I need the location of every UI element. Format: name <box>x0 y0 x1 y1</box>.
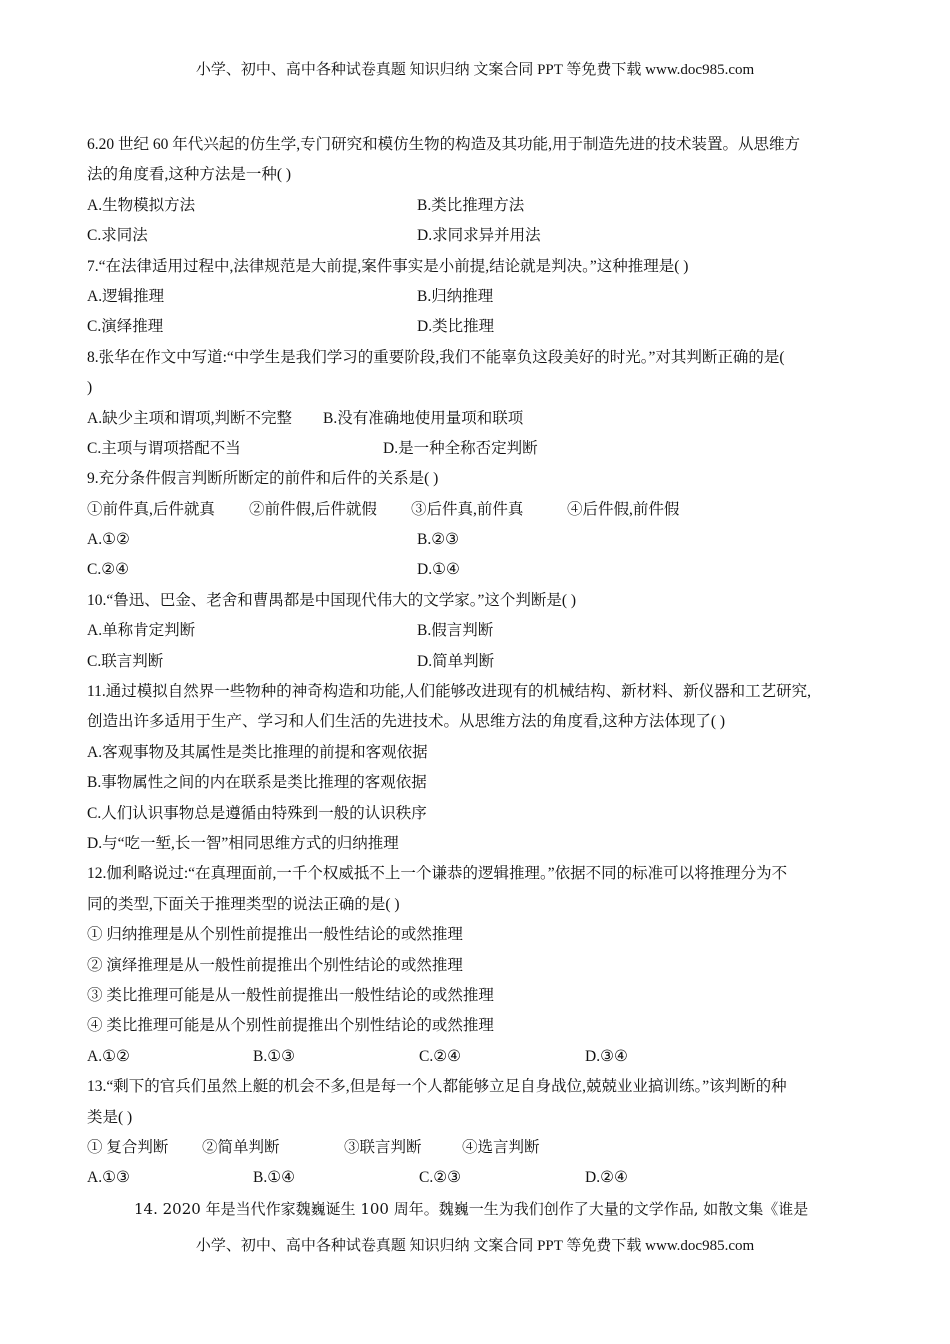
statement-3: ③ 类比推理可能是从一般性前提推出一般性结论的或然推理 <box>87 986 494 1004</box>
question-stem: 14. 2020 年是当代作家魏巍诞生 100 周年。魏巍一生为我们创作了大量的文学作品, 如散文集《谁是 <box>134 1199 809 1218</box>
option-a: A.①③ <box>87 1169 130 1187</box>
statement-3: ③联言判断 <box>344 1138 422 1156</box>
option-c: C.求同法 <box>87 227 148 245</box>
question-stem: 创造出许多适用于生产、学习和人们生活的先进技术。从思维方法的角度看,这种方法体现了( ) <box>87 713 726 731</box>
option-a: A.①② <box>87 1047 130 1065</box>
question-stem: 10.“鲁迅、巴金、老舍和曹禺都是中国现代伟大的文学家。”这个判断是( ) <box>87 591 577 609</box>
question-stem: 13.“剩下的官兵们虽然上艇的机会不多,但是每一个人都能够立足自身战位,兢兢业业搞训练。”该判断的种 <box>87 1078 787 1096</box>
option-a: A.单称肯定判断 <box>87 622 196 640</box>
statement-2: ②简单判断 <box>202 1138 280 1156</box>
option-c: C.人们认识事物总是遵循由特殊到一般的认识秩序 <box>87 804 427 822</box>
option-d: D.③④ <box>585 1047 628 1065</box>
page-header-banner: 小学、初中、高中各种试卷真题 知识归纳 文案合同 PPT 等免费下载 www.doc985.com <box>195 62 755 78</box>
question-9 <box>87 464 867 586</box>
page-footer-banner: 小学、初中、高中各种试卷真题 知识归纳 文案合同 PPT 等免费下载 www.doc985.com <box>195 1238 755 1254</box>
option-d: D.是一种全称否定判断 <box>383 439 538 457</box>
question-8 <box>87 343 867 465</box>
option-d: D.求同求异并用法 <box>417 227 541 245</box>
option-b: B.②③ <box>417 531 460 549</box>
question-stem: 8.张华在作文中写道:“中学生是我们学习的重要阶段,我们不能辜负这段美好的时光。”对其判断正确的是( <box>87 348 785 366</box>
option-c: C.主项与谓项搭配不当 <box>87 439 241 457</box>
question-6 <box>87 130 867 252</box>
statement-4: ④ 类比推理可能是从个别性前提推出个别性结论的或然推理 <box>87 1017 494 1035</box>
exam-page <box>87 130 867 1224</box>
statement-4: ④选言判断 <box>462 1138 540 1156</box>
option-c: C.②④ <box>87 561 130 579</box>
question-stem: 9.充分条件假言判断所断定的前件和后件的关系是( ) <box>87 470 439 488</box>
statement-3: ③后件真,前件真 <box>411 500 524 518</box>
option-c: C.联言判断 <box>87 652 164 670</box>
question-stem: 同的类型,下面关于推理类型的说法正确的是( ) <box>87 895 400 913</box>
option-d: D.简单判断 <box>417 652 495 670</box>
question-stem: ) <box>87 379 93 397</box>
option-a: A.生物模拟方法 <box>87 196 196 214</box>
option-c: C.②③ <box>419 1169 462 1187</box>
option-d: D.①④ <box>417 561 460 579</box>
statement-2: ② 演绎推理是从一般性前提推出个别性结论的或然推理 <box>87 956 463 974</box>
option-b: B.没有准确地使用量项和联项 <box>323 409 524 427</box>
option-a: A.①② <box>87 531 130 549</box>
question-12 <box>87 859 867 1072</box>
option-a: A.客观事物及其属性是类比推理的前提和客观依据 <box>87 743 428 761</box>
question-stem: 12.伽利略说过:“在真理面前,一千个权威抵不上一个谦恭的逻辑推理。”依据不同的标准可以将推理分为不 <box>87 865 788 883</box>
question-14 <box>87 1194 867 1224</box>
question-stem: 11.通过模拟自然界一些物种的神奇构造和功能,人们能够改进现有的机械结构、新材料、新仪器和工艺研究, <box>87 683 812 701</box>
statement-1: ① 归纳推理是从个别性前提推出一般性结论的或然推理 <box>87 926 463 944</box>
option-a: A.逻辑推理 <box>87 287 165 305</box>
option-a: A.缺少主项和谓项,判断不完整 <box>87 409 292 427</box>
statement-1: ①前件真,后件就真 <box>87 500 215 518</box>
option-b: B.①④ <box>253 1169 296 1187</box>
question-stem: 法的角度看,这种方法是一种( ) <box>87 166 292 184</box>
option-d: D.与“吃一堑,长一智”相同思维方式的归纳推理 <box>87 834 399 852</box>
question-11 <box>87 677 867 859</box>
option-b: B.假言判断 <box>417 622 494 640</box>
statement-4: ④后件假,前件假 <box>567 500 680 518</box>
question-stem: 类是( ) <box>87 1108 133 1126</box>
question-13 <box>87 1072 867 1194</box>
statement-2: ②前件假,后件就假 <box>249 500 377 518</box>
question-stem: 7.“在法律适用过程中,法律规范是大前提,案件事实是小前提,结论就是判决。”这种推理是( ) <box>87 257 689 275</box>
option-b: B.事物属性之间的内在联系是类比推理的客观依据 <box>87 774 427 792</box>
question-10 <box>87 586 867 677</box>
option-c: C.②④ <box>419 1047 462 1065</box>
option-b: B.①③ <box>253 1047 296 1065</box>
option-b: B.类比推理方法 <box>417 196 525 214</box>
option-b: B.归纳推理 <box>417 287 494 305</box>
option-d: D.②④ <box>585 1169 628 1187</box>
statement-1: ① 复合判断 <box>87 1138 169 1156</box>
question-stem: 6.20 世纪 60 年代兴起的仿生学,专门研究和模仿生物的构造及其功能,用于制造先进的技术装置。从思维方 <box>87 136 801 153</box>
option-d: D.类比推理 <box>417 318 495 336</box>
question-7 <box>87 252 867 343</box>
option-c: C.演绎推理 <box>87 318 164 336</box>
